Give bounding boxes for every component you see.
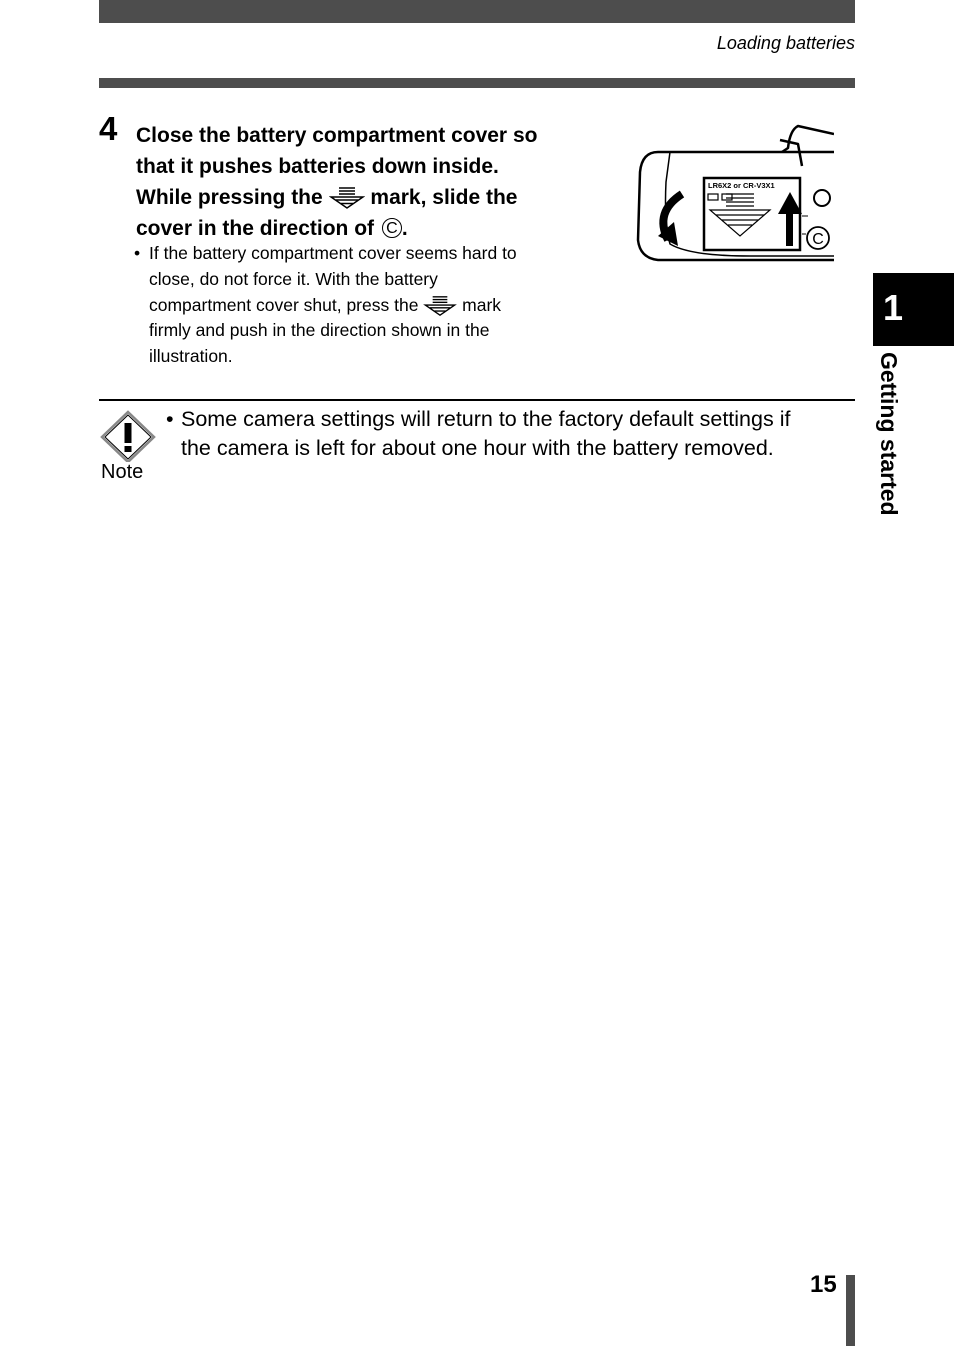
step-bullet bbox=[134, 241, 574, 370]
step-heading-text: While pressing the bbox=[136, 186, 323, 209]
step-heading-text: mark, slide the bbox=[370, 186, 518, 209]
bullet-text: compartment cover shut, press the bbox=[149, 294, 419, 315]
step-heading-text: . bbox=[401, 217, 408, 240]
bullet-marker: • bbox=[166, 407, 174, 431]
section-divider bbox=[99, 399, 855, 401]
chapter-title bbox=[870, 352, 904, 542]
press-mark-icon bbox=[329, 186, 365, 210]
bullet-text: If the battery compartment cover seems hard to bbox=[149, 243, 517, 263]
page-number-bar bbox=[846, 1275, 855, 1346]
callout-c-label: C bbox=[812, 231, 824, 248]
battery-label: LR6X2 or CR-V3X1 bbox=[708, 181, 775, 190]
note-line bbox=[166, 405, 846, 434]
step-heading-line: Close the battery compartment cover so bbox=[136, 124, 538, 147]
step-heading-line bbox=[136, 182, 596, 213]
note-label: Note bbox=[101, 461, 144, 483]
header-rule bbox=[99, 78, 855, 88]
direction-c-marker: C bbox=[382, 218, 402, 238]
step-heading bbox=[136, 120, 596, 244]
bullet-line bbox=[134, 241, 574, 267]
section-title: Loading batteries bbox=[716, 33, 855, 53]
step-heading-text: cover in the direction of bbox=[136, 217, 375, 240]
bullet-text: mark bbox=[462, 294, 502, 315]
page-number: 15 bbox=[810, 1271, 837, 1298]
bullet-line bbox=[134, 293, 574, 319]
step-number: 4 bbox=[99, 110, 118, 147]
chapter-tab: 1 bbox=[873, 273, 954, 346]
note-line: the camera is left for about one hour with the battery removed. bbox=[181, 436, 774, 460]
note-line-text: Some camera settings will return to the factory default settings if bbox=[181, 407, 791, 431]
step-heading-line bbox=[136, 213, 596, 244]
press-mark-icon bbox=[423, 295, 457, 317]
header-bar bbox=[99, 0, 855, 23]
step-heading-line: that it pushes batteries down inside. bbox=[136, 155, 499, 178]
bullet-line: firmly and push in the direction shown in the bbox=[149, 320, 490, 341]
bullet-line: illustration. bbox=[149, 346, 233, 367]
note-text bbox=[166, 405, 846, 463]
chapter-title-text: Getting started bbox=[876, 352, 902, 516]
note-warning-icon bbox=[100, 410, 156, 462]
bullet-line: close, do not force it. With the battery bbox=[149, 268, 438, 289]
bullet-marker: • bbox=[134, 243, 141, 263]
camera-battery-cover-illustration bbox=[630, 122, 834, 268]
